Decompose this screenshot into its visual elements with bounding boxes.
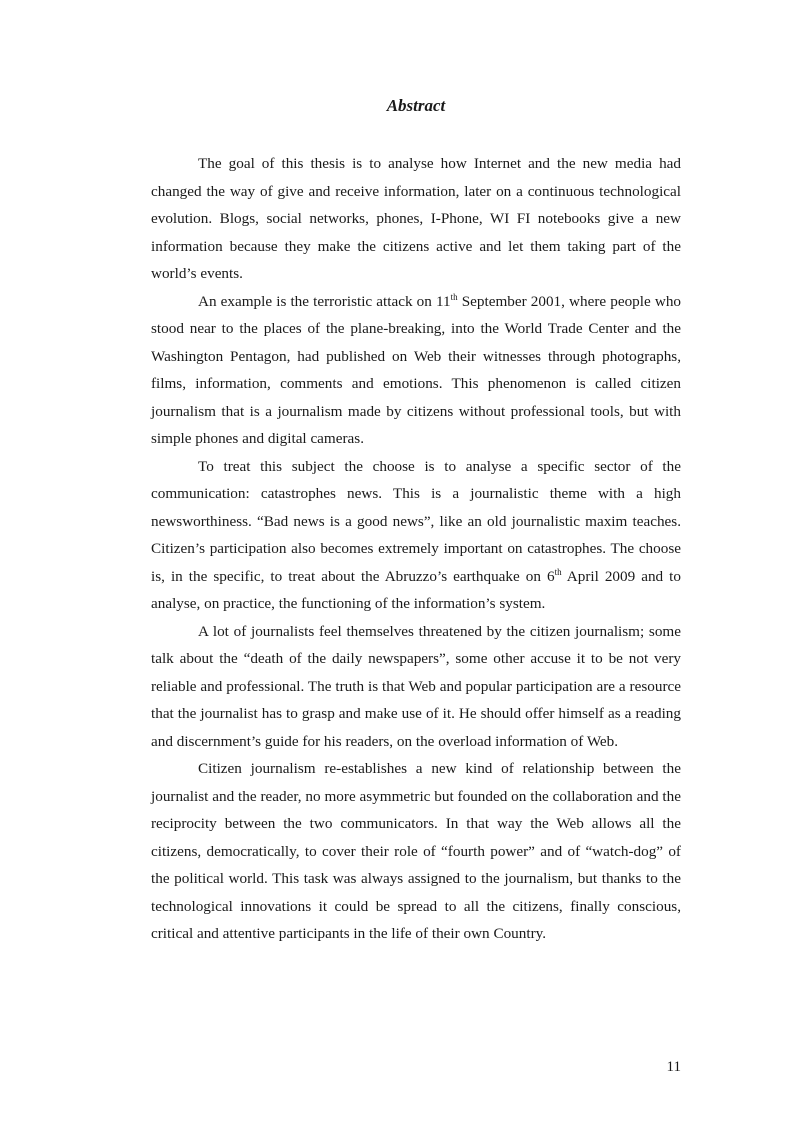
paragraph-2-text-after: September 2001, where people who stood near to the places of the plane-breaking, into the World Trade Center and the Washington Pentagon, had published on Web their witnesses through photographs, films, information, comments and emotions. This phenomenon is called citizen journalism that is a journalism made by citizens without professional tools, but with simple phones and digital cameras.: [151, 292, 682, 447]
abstract-body: [151, 150, 681, 948]
paragraph-4: A lot of journalists feel themselves threatened by the citizen journalism; some talk about the “death of the daily newspapers”, some other accuse it to be not very reliable and professional. The truth is that Web and popular participation are a resource that the journalist has to grasp and make use of it. He should offer himself as a reading and discernment’s guide for his readers, on the overload information of Web.: [151, 622, 681, 750]
paragraph-3: [151, 453, 681, 618]
paragraph-3-text-before: To treat this subject the choose is to analyse a specific sector of the communication: catastrophes news. This is a journalistic theme with a high newsworthiness. “Bad news is a good news”, like an old journalistic maxim teaches. Citizen’s participation also becomes extremely important on catastrophes. The choose is, in the specific, to treat about the Abruzzo’s earthquake on 6: [151, 457, 681, 585]
ordinal-suffix: th: [554, 566, 562, 577]
paragraph-2: [151, 288, 681, 453]
page-number: 11: [666, 1059, 681, 1075]
paragraph-2-text-before: An example is the terroristic attack on 11: [198, 292, 451, 310]
ordinal-suffix: th: [450, 291, 458, 302]
paragraph-5: Citizen journalism re-establishes a new kind of relationship between the journalist and the reader, no more asymmetric but founded on the collaboration and the reciprocity between the two communicators. In that way the Web allows all the citizens, democratically, to cover their role of “fourth power” and of “watch-dog” of the political world. This task was always assigned to the journalism, but thanks to the technological innovations it could be spread to all the citizens, finally conscious, critical and attentive participants in the life of their own Country.: [151, 760, 681, 942]
page-title: Abstract: [386, 96, 446, 115]
paragraph-3-text-after: April 2009 and to analyse, on practice, the functioning of the information’s system.: [151, 567, 681, 612]
paragraph-1: The goal of this thesis is to analyse how Internet and the new media had changed the way of give and receive information, later on a continuous technological evolution. Blogs, social networks, phones, I-Phone, WI FI notebooks give a new information because they make the citizens active and let them taking part of the world’s events.: [151, 155, 681, 282]
